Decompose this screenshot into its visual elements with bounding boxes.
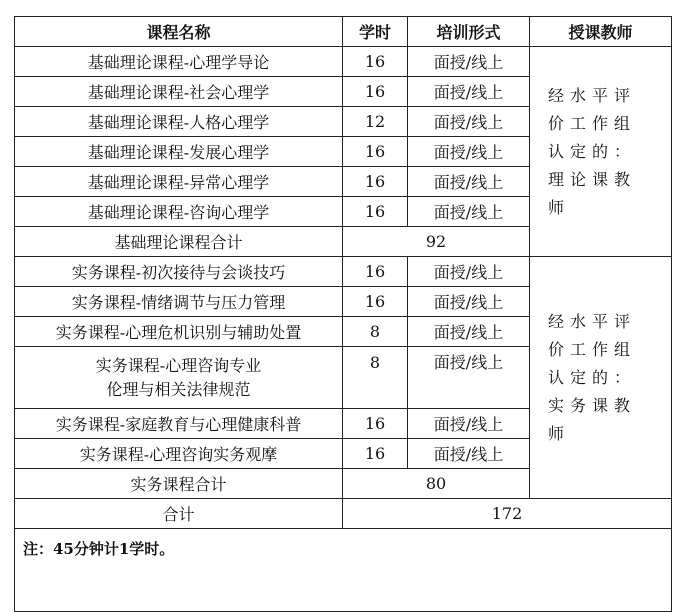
header-row <box>15 17 672 47</box>
table-row <box>15 257 672 287</box>
course-hours: 12 <box>343 107 408 137</box>
course-name: 实务课程-家庭教育与心理健康科普 <box>15 409 343 439</box>
course-name <box>15 347 343 409</box>
course-name: 基础理论课程-心理学导论 <box>15 47 343 77</box>
course-hours: 16 <box>343 439 408 469</box>
course-form: 面授/线上 <box>408 347 530 409</box>
subtotal-label: 基础理论课程合计 <box>15 227 343 257</box>
course-name: 基础理论课程-社会心理学 <box>15 77 343 107</box>
total-label: 合计 <box>15 499 343 529</box>
course-name-line: 伦理与相关法律规范 <box>106 379 251 399</box>
course-form: 面授/线上 <box>408 137 530 167</box>
subtotal-value: 92 <box>343 227 530 257</box>
course-form: 面授/线上 <box>408 107 530 137</box>
header-form: 培训形式 <box>408 17 530 47</box>
course-form: 面授/线上 <box>408 77 530 107</box>
course-form: 面授/线上 <box>408 47 530 77</box>
course-name: 实务课程-情绪调节与压力管理 <box>15 287 343 317</box>
header-teacher: 授课教师 <box>530 17 672 47</box>
course-form: 面授/线上 <box>408 317 530 347</box>
course-hours: 16 <box>343 257 408 287</box>
note-row <box>15 529 672 612</box>
subtotal-value: 80 <box>343 469 530 499</box>
course-name: 基础理论课程-咨询心理学 <box>15 197 343 227</box>
course-name: 基础理论课程-异常心理学 <box>15 167 343 197</box>
course-hours: 16 <box>343 137 408 167</box>
course-name: 实务课程-心理咨询实务观摩 <box>15 439 343 469</box>
course-hours: 16 <box>343 47 408 77</box>
course-hours: 16 <box>343 167 408 197</box>
practice-teacher: 经水平评价工作组认定的：实务课教师 <box>530 257 672 499</box>
total-value: 172 <box>343 499 672 529</box>
course-name: 实务课程-初次接待与会谈技巧 <box>15 257 343 287</box>
course-form: 面授/线上 <box>408 167 530 197</box>
course-hours: 16 <box>343 409 408 439</box>
header-course-name: 课程名称 <box>15 17 343 47</box>
course-form: 面授/线上 <box>408 409 530 439</box>
course-form: 面授/线上 <box>408 439 530 469</box>
course-hours: 16 <box>343 287 408 317</box>
course-form: 面授/线上 <box>408 257 530 287</box>
course-hours: 8 <box>343 347 408 409</box>
header-hours: 学时 <box>343 17 408 47</box>
course-table <box>14 16 672 612</box>
course-name: 实务课程-心理危机识别与辅助处置 <box>15 317 343 347</box>
course-form: 面授/线上 <box>408 197 530 227</box>
note-text: 注：45分钟计1学时。 <box>15 529 672 612</box>
course-name: 基础理论课程-人格心理学 <box>15 107 343 137</box>
subtotal-label: 实务课程合计 <box>15 469 343 499</box>
course-hours: 16 <box>343 77 408 107</box>
total-row <box>15 499 672 529</box>
course-name-line: 实务课程-心理咨询专业 <box>95 355 262 375</box>
course-name: 基础理论课程-发展心理学 <box>15 137 343 167</box>
table-row <box>15 47 672 77</box>
course-hours: 16 <box>343 197 408 227</box>
basic-teacher: 经水平评价工作组认定的：理论课教师 <box>530 47 672 257</box>
course-form: 面授/线上 <box>408 287 530 317</box>
course-hours: 8 <box>343 317 408 347</box>
